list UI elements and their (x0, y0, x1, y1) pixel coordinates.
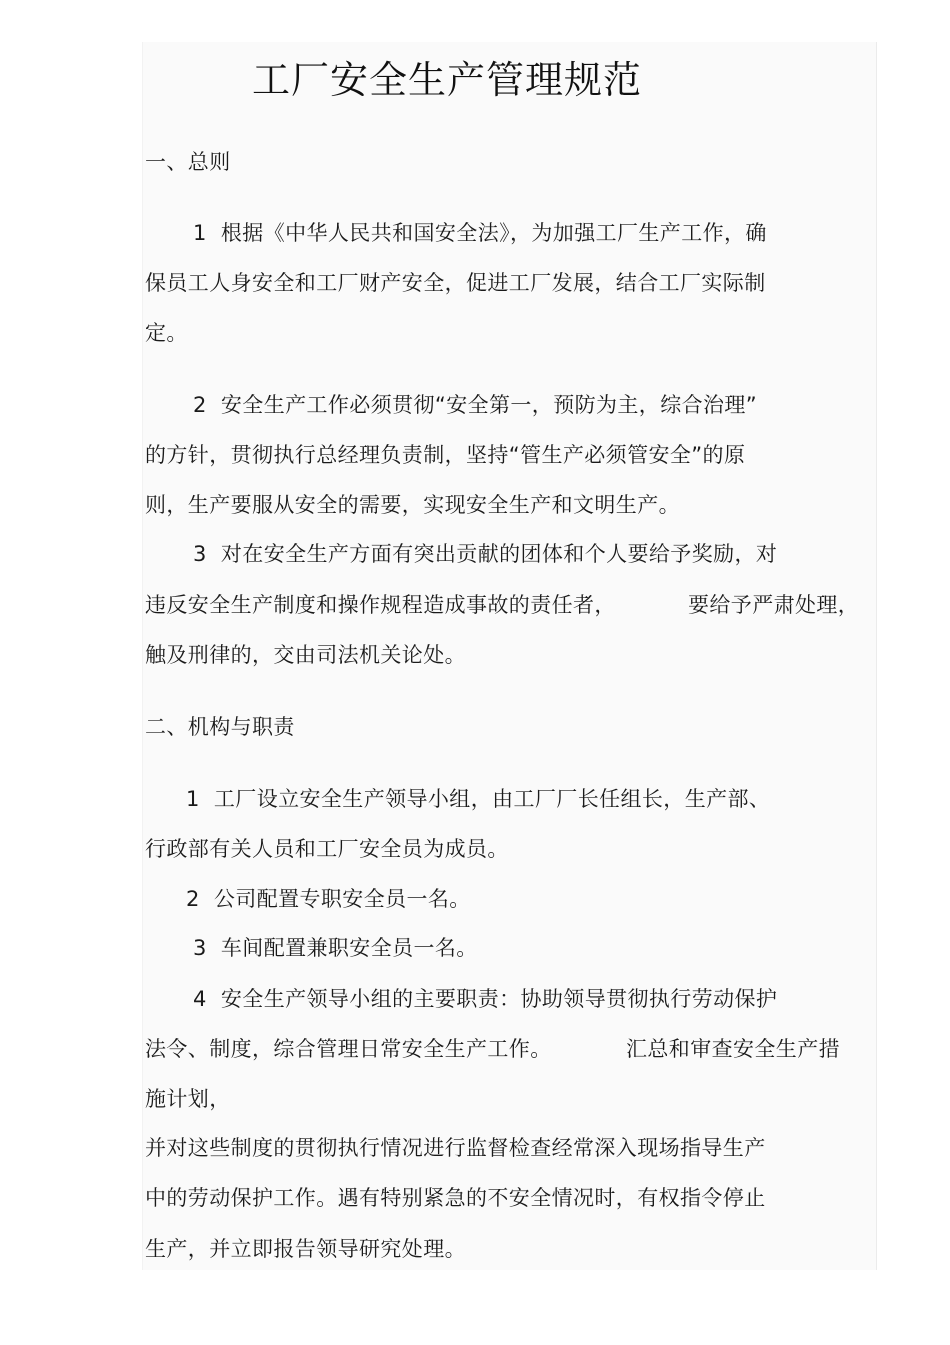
paragraph-line-continuation: 要给予严肃处理， (688, 593, 860, 617)
paragraph-line: 法令、制度，综合管理日常安全生产工作。 (145, 1037, 552, 1061)
paragraph-line: 定。 (145, 321, 188, 345)
paragraph-line: 行政部有关人员和工厂安全员为成员。 (145, 837, 509, 861)
paragraph-line: 则，生产要服从安全的需要，实现安全生产和文明生产。 (145, 493, 680, 517)
paragraph-line: 2 公司配置专职安全员一名。 (186, 887, 471, 911)
paragraph-line: 3 车间配置兼职安全员一名。 (193, 936, 478, 960)
paragraph-line: 中的劳动保护工作。遇有特别紧急的不安全情况时，有权指令停止 (145, 1186, 766, 1210)
paragraph-line: 4 安全生产领导小组的主要职责：协助领导贯彻执行劳动保护 (193, 987, 778, 1011)
paragraph-line: 施计划， (145, 1087, 231, 1111)
section-heading-general: 一、总则 (145, 150, 231, 174)
paragraph-line: 违反安全生产制度和操作规程造成事故的责任者， (145, 593, 616, 617)
paragraph-line: 触及刑律的，交由司法机关论处。 (145, 643, 466, 667)
paragraph-line: 并对这些制度的贯彻执行情况进行监督检查经常深入现场指导生产 (145, 1136, 766, 1160)
paragraph-line: 的方针，贯彻执行总经理负责制，坚持“管生产必须管安全”的原 (145, 443, 746, 467)
paragraph-line-continuation: 汇总和审查安全生产措 (626, 1037, 840, 1061)
paragraph-line: 1 根据《中华人民共和国安全法》，为加强工厂生产工作，确 (193, 221, 767, 245)
paragraph-line: 生产，并立即报告领导研究处理。 (145, 1237, 466, 1261)
paragraph-line: 1 工厂设立安全生产领导小组，由工厂厂长任组长，生产部、 (186, 787, 771, 811)
paragraph-line: 3 对在安全生产方面有突出贡献的团体和个人要给予奖励，对 (193, 542, 778, 566)
paragraph-line: 2 安全生产工作必须贯彻“安全第一，预防为主，综合治理” (193, 393, 758, 417)
document-title: 工厂安全生产管理规范 (252, 58, 643, 102)
section-heading-organization: 二、机构与职责 (145, 715, 295, 739)
paragraph-line: 保员工人身安全和工厂财产安全，促进工厂发展，结合工厂实际制 (145, 271, 766, 295)
